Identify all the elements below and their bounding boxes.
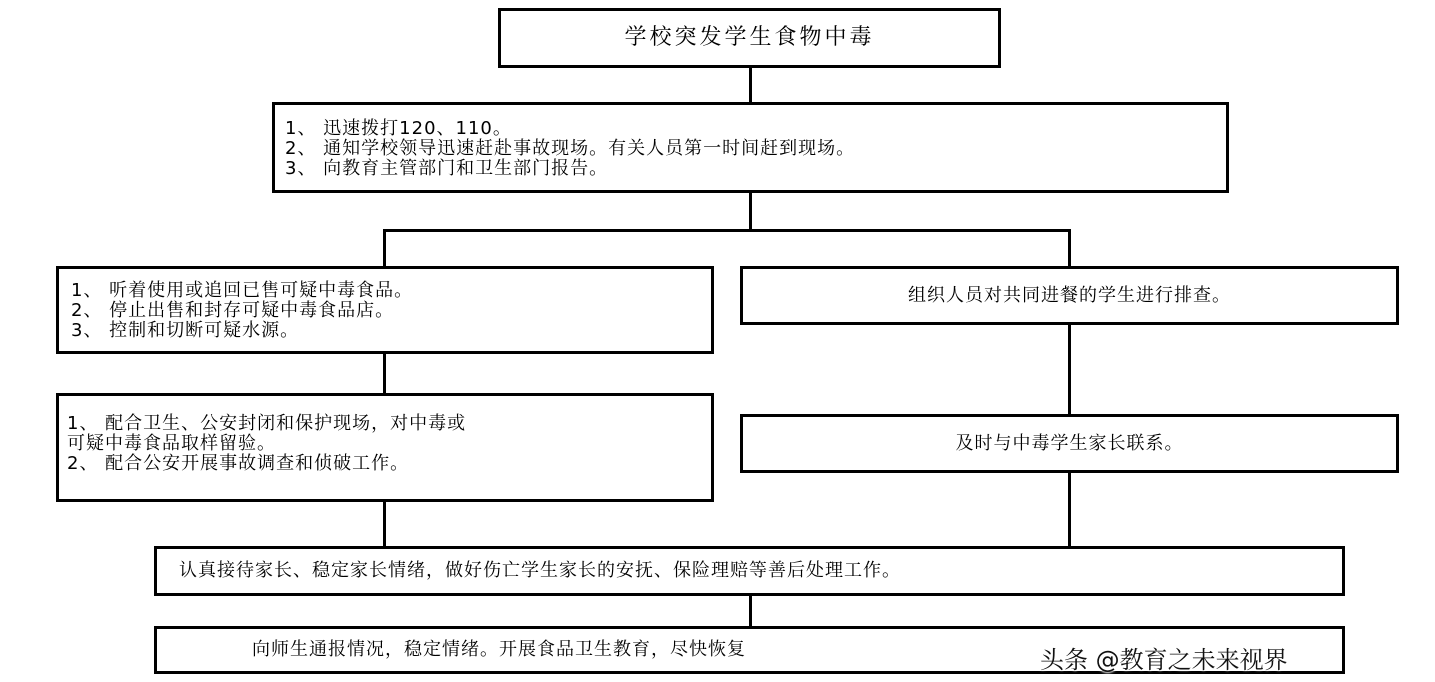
right-branch-1-box bbox=[740, 266, 1399, 325]
connector-branch-left-down bbox=[383, 229, 386, 266]
immediate-step-1: 1、 迅速拨打120、110。 bbox=[285, 118, 512, 139]
connector-left2-to-aftermath bbox=[383, 502, 386, 546]
left-branch-2-item-2: 2、 配合公安开展事故调查和侦破工作。 bbox=[67, 453, 410, 474]
connector-branch-horizontal bbox=[383, 229, 1071, 232]
left-branch-2-box bbox=[56, 393, 714, 502]
connector-branch-right-down bbox=[1068, 229, 1071, 266]
watermark: 头条 @教育之未来视界 bbox=[1040, 646, 1288, 674]
left-branch-2-item-1a: 1、 配合卫生、公安封闭和保护现场，对中毒或 bbox=[67, 413, 467, 434]
final-step-text: 向师生通报情况，稳定情绪。开展食品卫生教育，尽快恢复 bbox=[252, 639, 746, 660]
immediate-step-3: 3、 向教育主管部门和卫生部门报告。 bbox=[285, 158, 609, 179]
connector-right2-to-aftermath bbox=[1068, 473, 1071, 546]
left-branch-1-item-2: 2、 停止出售和封存可疑中毒食品店。 bbox=[71, 300, 395, 321]
connector-right1-to-right2 bbox=[1068, 325, 1071, 414]
immediate-step-2: 2、 通知学校领导迅速赶赴事故现场。有关人员第一时间赶到现场。 bbox=[285, 138, 856, 159]
left-branch-1-item-3: 3、 控制和切断可疑水源。 bbox=[71, 320, 300, 341]
right-branch-2-box bbox=[740, 414, 1399, 473]
left-branch-2-item-1b: 可疑中毒食品取样留验。 bbox=[67, 433, 276, 454]
flowchart-title: 学校突发学生食物中毒 bbox=[624, 25, 875, 50]
aftermath-box bbox=[154, 546, 1345, 596]
right-branch-1-text: 组织人员对共同进餐的学生进行排查。 bbox=[908, 284, 1231, 306]
connector-steps-down bbox=[749, 193, 752, 230]
aftermath-text: 认真接待家长、稳定家长情绪，做好伤亡学生家长的安抚、保险理赔等善后处理工作。 bbox=[179, 560, 901, 581]
left-branch-1-box bbox=[56, 266, 714, 354]
connector-title-to-steps bbox=[749, 68, 752, 102]
immediate-steps-box bbox=[272, 102, 1229, 193]
left-branch-1-item-1: 1、 听着使用或追回已售可疑中毒食品。 bbox=[71, 280, 414, 301]
right-branch-2-text: 及时与中毒学生家长联系。 bbox=[955, 432, 1184, 454]
flowchart-title-box bbox=[498, 8, 1001, 68]
connector-left1-to-left2 bbox=[383, 354, 386, 393]
connector-aftermath-to-final bbox=[749, 596, 752, 626]
